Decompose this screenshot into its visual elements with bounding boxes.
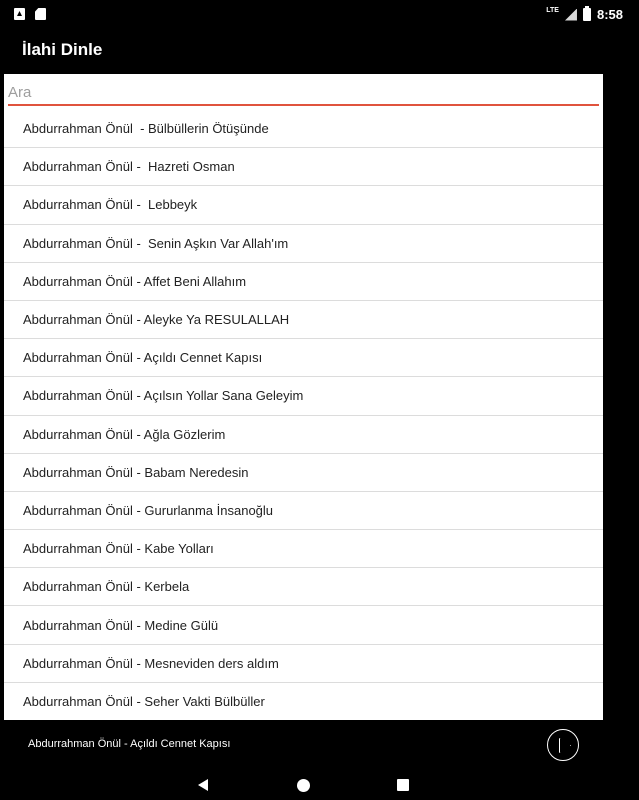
play-button[interactable] (547, 729, 579, 761)
home-icon[interactable] (297, 779, 310, 792)
song-list-item[interactable]: Abdurrahman Önül - Kerbela (4, 568, 603, 606)
back-icon[interactable] (198, 779, 208, 791)
now-playing-title: Abdurrahman Önül - Açıldı Cennet Kapısı (28, 738, 231, 750)
song-list-item[interactable]: Abdurrahman Önül - Lebbeyk (4, 186, 603, 224)
song-list-item[interactable]: Abdurrahman Önül - Ağla Gözlerim (4, 416, 603, 454)
status-bar (0, 0, 639, 30)
recents-icon[interactable] (397, 779, 409, 791)
app-bar (0, 30, 639, 74)
window-edge (603, 74, 639, 720)
song-list-item[interactable]: Abdurrahman Önül - Seher Vakti Bülbüller (4, 683, 603, 720)
status-time: 8:58 (596, 7, 623, 22)
song-list-item[interactable]: Abdurrahman Önül - Babam Neredesin (4, 454, 603, 492)
song-list-item[interactable]: Abdurrahman Önül - Gururlanma İnsanoğlu (4, 492, 603, 530)
search-field[interactable] (8, 80, 599, 106)
song-list-item[interactable]: Abdurrahman Önül - Bülbüllerin Ötüşünde (4, 110, 603, 148)
song-list (4, 110, 603, 720)
signal-icon (565, 9, 577, 21)
song-list-item[interactable]: Abdurrahman Önül - Medine Gülü (4, 606, 603, 644)
network-type: LTE (546, 7, 559, 14)
song-list-item[interactable]: Abdurrahman Önül - Açılsın Yollar Sana Geleyim (4, 377, 603, 415)
player-bar (0, 720, 639, 770)
song-list-item[interactable]: Abdurrahman Önül - Aleyke Ya RESULALLAH (4, 301, 603, 339)
song-list-item[interactable]: Abdurrahman Önül - Açıldı Cennet Kapısı (4, 339, 603, 377)
main-content (4, 74, 603, 720)
song-list-item[interactable]: Abdurrahman Önül - Mesneviden ders aldım (4, 645, 603, 683)
navigation-bar (0, 770, 639, 800)
song-list-item[interactable]: Abdurrahman Önül - Kabe Yolları (4, 530, 603, 568)
android-notification-icon (14, 8, 25, 20)
song-list-item[interactable]: Abdurrahman Önül - Senin Aşkın Var Allah'ım (4, 225, 603, 263)
sd-card-icon (35, 8, 46, 20)
song-list-item[interactable]: Abdurrahman Önül - Affet Beni Allahım (4, 263, 603, 301)
search-input[interactable] (8, 80, 599, 104)
app-title: İlahi Dinle (22, 40, 103, 59)
battery-icon (583, 8, 591, 21)
song-list-item[interactable]: Abdurrahman Önül - Hazreti Osman (4, 148, 603, 186)
